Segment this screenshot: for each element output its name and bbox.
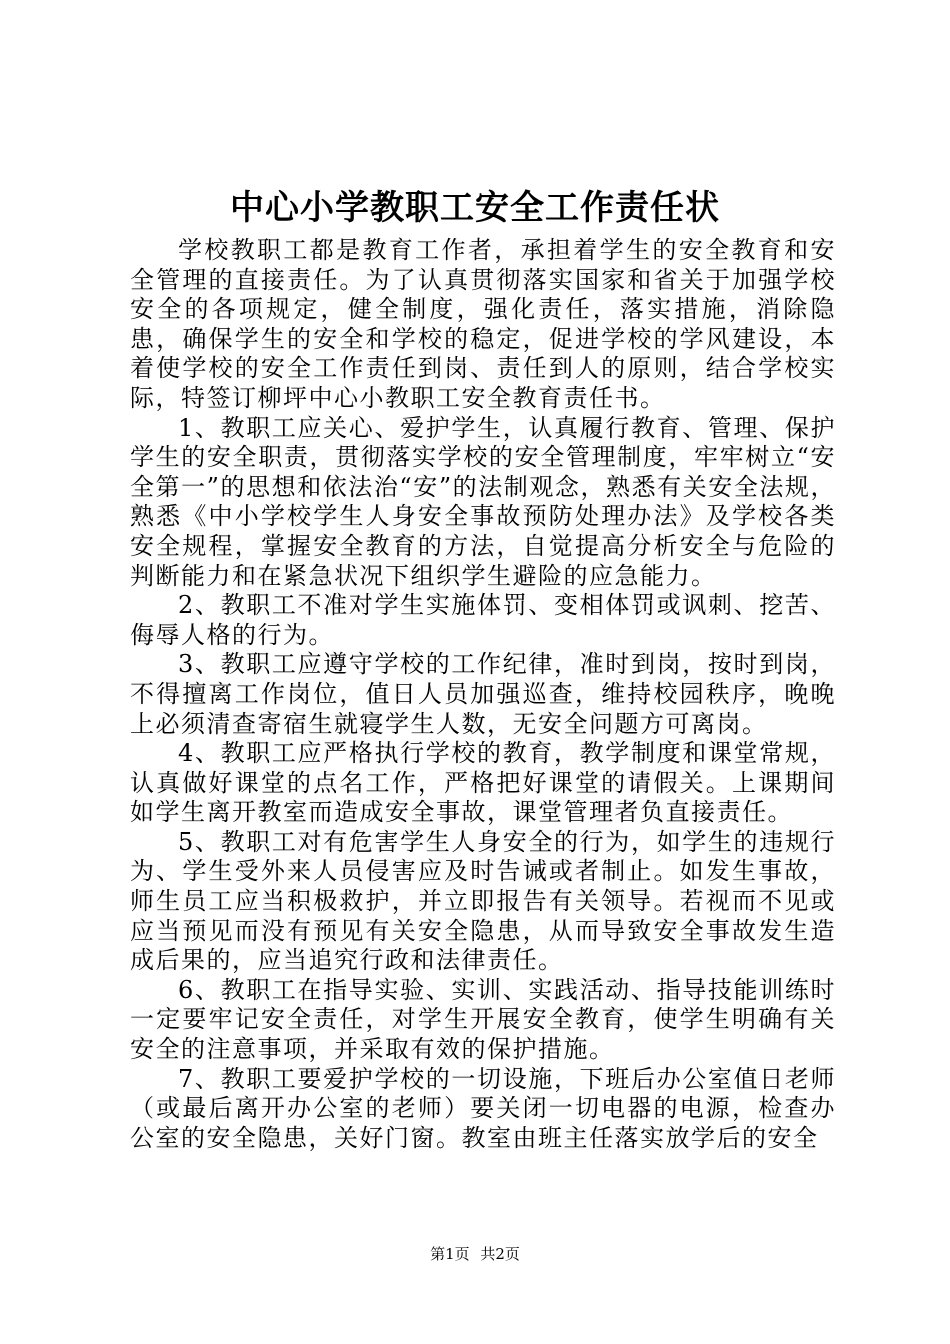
page-footer: [0, 1244, 950, 1264]
paragraph-item-6: 6、教职工在指导实验、实训、实践活动、指导技能训练时一定要牢记安全责任，对学生开展安全教育，使学生明确有关安全的注意事项，并采取有效的保护措施。: [130, 975, 836, 1064]
paragraph-item-3: 3、教职工应遵守学校的工作纪律，准时到岗，按时到岗，不得擅离工作岗位，值日人员加强巡查，维持校园秩序，晚晚上必须清查寄宿生就寝学生人数，无安全问题方可离岗。: [130, 650, 836, 738]
paragraph-item-1: 1、教职工应关心、爱护学生，认真履行教育、管理、保护学生的安全职责，贯彻落实学校的安全管理制度，牢牢树立“安全第一”的思想和依法治“安”的法制观念，熟悉有关安全法规，熟悉《中小学校学生人身安全事故预防处理办法》及学校各类安全规程，掌握安全教育的方法，自觉提高分析安全与危险的判断能力和在紧急状况下组织学生避险的应急能力。: [130, 413, 836, 590]
paragraph-item-7: 7、教职工要爱护学校的一切设施，下班后办公室值日老师（或最后离开办公室的老师）要关闭一切电器的电源，检查办公室的安全隐患，关好门窗。教室由班主任落实放学后的安全: [130, 1064, 836, 1152]
paragraph-item-5: 5、教职工对有危害学生人身安全的行为，如学生的违规行为、学生受外来人员侵害应及时告诫或者制止。如发生事故，师生员工应当积极救护，并立即报告有关领导。若视而不见或应当预见而没有预见有关安全隐患，从而导致安全事故发生造成后果的，应当追究行政和法律责任。: [130, 827, 836, 975]
paragraph-item-4: 4、教职工应严格执行学校的教育，教学制度和课堂常规，认真做好课堂的点名工作，严格把好课堂的请假关。上课期间如学生离开教室而造成安全事故，课堂管理者负直接责任。: [130, 739, 836, 827]
page-number-total: 共2页: [480, 1245, 520, 1263]
document-body: [130, 236, 836, 1153]
paragraph-item-2: 2、教职工不准对学生实施体罚、变相体罚或讽刺、挖苦、侮辱人格的行为。: [130, 591, 836, 649]
document-title: 中心小学教职工安全工作责任状: [230, 188, 720, 228]
page-number-current: 第1页: [430, 1245, 470, 1263]
paragraph-intro: 学校教职工都是教育工作者，承担着学生的安全教育和安全管理的直接责任。为了认真贯彻落实国家和省关于加强学校安全的各项规定，健全制度，强化责任，落实措施，消除隐患，确保学生的安全和学校的稳定，促进学校的学风建设，本着使学校的安全工作责任到岗、责任到人的原则，结合学校实际，特签订柳坪中心小教职工安全教育责任书。: [130, 236, 836, 412]
